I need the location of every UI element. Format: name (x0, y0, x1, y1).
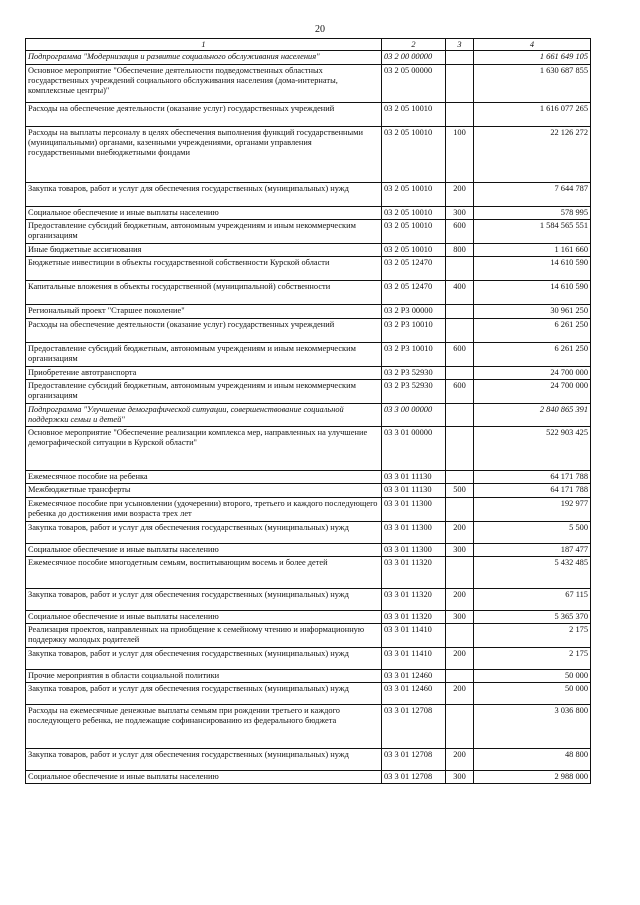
row-amount-cell: 1 616 077 265 (474, 103, 591, 127)
row-vr-cell (446, 305, 474, 318)
header-col-3: 3 (446, 39, 474, 51)
row-code-cell: 03 3 01 11300 (382, 543, 446, 556)
table-row (26, 749, 591, 771)
row-amount-cell: 6 261 250 (474, 318, 591, 342)
row-amount-cell: 1 161 660 (474, 244, 591, 257)
row-amount-cell: 2 175 (474, 624, 591, 648)
row-code-cell: 03 3 01 11300 (382, 497, 446, 521)
row-code-cell: 03 2 05 10010 (382, 183, 446, 207)
page-number: 20 (315, 24, 325, 35)
row-code-cell: 03 3 01 12460 (382, 683, 446, 705)
row-name-cell: Закупка товаров, работ и услуг для обеспечения государственных (муниципальных) нужд (26, 683, 382, 705)
row-vr-cell (446, 257, 474, 281)
row-code-cell: 03 2 05 12470 (382, 257, 446, 281)
row-code-cell: 03 3 01 11320 (382, 556, 446, 588)
row-name-cell: Приобретение автотранспорта (26, 366, 382, 379)
row-amount-cell: 5 500 (474, 521, 591, 543)
row-vr-cell: 600 (446, 342, 474, 366)
row-vr-cell (446, 471, 474, 484)
row-name-cell: Расходы на выплаты персоналу в целях обеспечения выполнения функций государственными (муниципальными) органами, казенными учреждениями, органами управления государственными внебюджетными фондами (26, 127, 382, 183)
row-code-cell: 03 2 P3 00000 (382, 305, 446, 318)
table-row (26, 610, 591, 623)
row-amount-cell: 522 903 425 (474, 427, 591, 471)
row-code-cell: 03 2 05 10010 (382, 244, 446, 257)
row-code-cell: 03 2 05 10010 (382, 220, 446, 244)
row-name-cell: Закупка товаров, работ и услуг для обеспечения государственных (муниципальных) нужд (26, 648, 382, 670)
row-code-cell: 03 3 01 00000 (382, 427, 446, 471)
row-name-cell: Социальное обеспечение и иные выплаты населению (26, 543, 382, 556)
row-name-cell: Социальное обеспечение и иные выплаты населению (26, 207, 382, 220)
row-amount-cell: 2 840 865 391 (474, 403, 591, 426)
row-vr-cell (446, 51, 474, 65)
row-code-cell: 03 3 01 12708 (382, 771, 446, 784)
row-name-cell: Социальное обеспечение и иные выплаты населению (26, 771, 382, 784)
row-amount-cell: 187 477 (474, 543, 591, 556)
row-code-cell: 03 3 01 11410 (382, 648, 446, 670)
row-vr-cell (446, 705, 474, 749)
row-vr-cell (446, 624, 474, 648)
row-code-cell: 03 3 01 11130 (382, 484, 446, 497)
row-amount-cell: 64 171 788 (474, 484, 591, 497)
table-row (26, 220, 591, 244)
row-amount-cell: 2 988 000 (474, 771, 591, 784)
row-code-cell: 03 2 05 12470 (382, 281, 446, 305)
row-code-cell: 03 2 00 00000 (382, 51, 446, 65)
row-name-cell: Иные бюджетные ассигнования (26, 244, 382, 257)
table-row (26, 471, 591, 484)
table-row (26, 379, 591, 403)
row-amount-cell: 1 630 687 855 (474, 65, 591, 103)
row-name-cell: Закупка товаров, работ и услуг для обеспечения государственных (муниципальных) нужд (26, 521, 382, 543)
row-vr-cell: 300 (446, 610, 474, 623)
row-code-cell: 03 3 01 11320 (382, 588, 446, 610)
row-amount-cell: 24 700 000 (474, 379, 591, 403)
table-row (26, 305, 591, 318)
table-row (26, 670, 591, 683)
row-amount-cell: 1 584 565 551 (474, 220, 591, 244)
row-code-cell: 03 2 05 00000 (382, 65, 446, 103)
budget-table (25, 38, 591, 784)
row-amount-cell: 7 644 787 (474, 183, 591, 207)
table-row (26, 403, 591, 426)
table-row (26, 366, 591, 379)
row-name-cell: Региональный проект "Старшее поколение" (26, 305, 382, 318)
row-vr-cell: 500 (446, 484, 474, 497)
row-amount-cell: 2 175 (474, 648, 591, 670)
row-vr-cell: 300 (446, 543, 474, 556)
row-amount-cell: 50 000 (474, 683, 591, 705)
row-name-cell: Межбюджетные трансферты (26, 484, 382, 497)
row-name-cell: Предоставление субсидий бюджетным, автономным учреждениям и иным некоммерческим организациям (26, 220, 382, 244)
row-code-cell: 03 3 01 12708 (382, 705, 446, 749)
row-code-cell: 03 3 00 00000 (382, 403, 446, 426)
row-name-cell: Закупка товаров, работ и услуг для обеспечения государственных (муниципальных) нужд (26, 749, 382, 771)
row-code-cell: 03 2 P3 52930 (382, 366, 446, 379)
row-vr-cell: 600 (446, 220, 474, 244)
row-vr-cell (446, 497, 474, 521)
row-name-cell: Прочие мероприятия в области социальной политики (26, 670, 382, 683)
row-vr-cell (446, 103, 474, 127)
table-row (26, 556, 591, 588)
table-row (26, 427, 591, 471)
row-vr-cell (446, 670, 474, 683)
row-vr-cell: 200 (446, 683, 474, 705)
row-amount-cell: 14 610 590 (474, 257, 591, 281)
table-row (26, 244, 591, 257)
row-vr-cell (446, 556, 474, 588)
row-amount-cell: 192 977 (474, 497, 591, 521)
row-amount-cell: 14 610 590 (474, 281, 591, 305)
row-code-cell: 03 3 01 11410 (382, 624, 446, 648)
row-name-cell: Ежемесячное пособие при усыновлении (удочерении) второго, третьего и каждого последующего ребенка до достижения ими возраста трех лет (26, 497, 382, 521)
row-vr-cell: 200 (446, 183, 474, 207)
row-code-cell: 03 2 05 10010 (382, 207, 446, 220)
table-row (26, 65, 591, 103)
header-col-4: 4 (474, 39, 591, 51)
row-name-cell: Закупка товаров, работ и услуг для обеспечения государственных (муниципальных) нужд (26, 588, 382, 610)
row-vr-cell: 800 (446, 244, 474, 257)
row-code-cell: 03 3 01 11300 (382, 521, 446, 543)
row-code-cell: 03 3 01 12460 (382, 670, 446, 683)
row-vr-cell (446, 366, 474, 379)
row-name-cell: Ежемесячное пособие на ребенка (26, 471, 382, 484)
row-code-cell: 03 2 P3 52930 (382, 379, 446, 403)
row-name-cell: Ежемесячное пособие многодетным семьям, воспитывающим восемь и более детей (26, 556, 382, 588)
row-vr-cell (446, 318, 474, 342)
table-row (26, 281, 591, 305)
row-vr-cell: 600 (446, 379, 474, 403)
row-code-cell: 03 2 P3 10010 (382, 318, 446, 342)
row-code-cell: 03 2 P3 10010 (382, 342, 446, 366)
row-name-cell: Социальное обеспечение и иные выплаты населению (26, 610, 382, 623)
row-vr-cell (446, 427, 474, 471)
row-amount-cell: 24 700 000 (474, 366, 591, 379)
table-row (26, 497, 591, 521)
table-row (26, 127, 591, 183)
row-amount-cell: 50 000 (474, 670, 591, 683)
row-amount-cell: 6 261 250 (474, 342, 591, 366)
table-row (26, 588, 591, 610)
row-name-cell: Основное мероприятие "Обеспечение деятельности подведомственных областных государственных учреждений социального обслуживания населения (дома-интернаты, комплексные центры)" (26, 65, 382, 103)
row-name-cell: Расходы на ежемесячные денежные выплаты семьям при рождении третьего и каждого последующего ребенка, не подлежащие софинансированию из федерального бюджета (26, 705, 382, 749)
row-name-cell: Реализация проектов, направленных на приобщение к семейному чтению и информационную поддержку молодых родителей (26, 624, 382, 648)
row-vr-cell (446, 65, 474, 103)
table-row (26, 521, 591, 543)
row-name-cell: Расходы на обеспечение деятельности (оказание услуг) государственных учреждений (26, 318, 382, 342)
row-amount-cell: 64 171 788 (474, 471, 591, 484)
table-row (26, 624, 591, 648)
table-row (26, 705, 591, 749)
row-vr-cell: 300 (446, 207, 474, 220)
row-vr-cell: 300 (446, 771, 474, 784)
row-name-cell: Предоставление субсидий бюджетным, автономным учреждениям и иным некоммерческим организациям (26, 379, 382, 403)
row-amount-cell: 22 126 272 (474, 127, 591, 183)
row-code-cell: 03 3 01 11320 (382, 610, 446, 623)
row-name-cell: Расходы на обеспечение деятельности (оказание услуг) государственных учреждений (26, 103, 382, 127)
header-col-2: 2 (382, 39, 446, 51)
row-code-cell: 03 3 01 12708 (382, 749, 446, 771)
row-code-cell: 03 2 05 10010 (382, 127, 446, 183)
row-amount-cell: 1 661 649 105 (474, 51, 591, 65)
row-amount-cell: 3 036 800 (474, 705, 591, 749)
row-name-cell: Бюджетные инвестиции в объекты государственной собственности Курской области (26, 257, 382, 281)
row-amount-cell: 578 995 (474, 207, 591, 220)
table-row (26, 683, 591, 705)
header-col-1: 1 (26, 39, 382, 51)
row-amount-cell: 30 961 250 (474, 305, 591, 318)
row-vr-cell: 400 (446, 281, 474, 305)
table-row (26, 543, 591, 556)
row-vr-cell: 200 (446, 588, 474, 610)
table-row (26, 257, 591, 281)
row-name-cell: Закупка товаров, работ и услуг для обеспечения государственных (муниципальных) нужд (26, 183, 382, 207)
row-name-cell: Капитальные вложения в объекты государственной (муниципальной) собственности (26, 281, 382, 305)
row-code-cell: 03 3 01 11130 (382, 471, 446, 484)
table-header-row (26, 39, 591, 51)
row-code-cell: 03 2 05 10010 (382, 103, 446, 127)
table-row (26, 207, 591, 220)
row-amount-cell: 5 365 370 (474, 610, 591, 623)
table-row (26, 103, 591, 127)
row-vr-cell: 200 (446, 648, 474, 670)
row-amount-cell: 5 432 485 (474, 556, 591, 588)
row-vr-cell: 200 (446, 749, 474, 771)
table-row (26, 342, 591, 366)
row-vr-cell (446, 403, 474, 426)
table-row (26, 51, 591, 65)
table-row (26, 648, 591, 670)
row-amount-cell: 67 115 (474, 588, 591, 610)
row-vr-cell: 100 (446, 127, 474, 183)
table-row (26, 484, 591, 497)
row-name-cell: Подпрограмма "Модернизация и развитие социального обслуживания населения" (26, 51, 382, 65)
table-row (26, 318, 591, 342)
table-row (26, 771, 591, 784)
table-row (26, 183, 591, 207)
row-name-cell: Основное мероприятие "Обеспечение реализации комплекса мер, направленных на улучшение демографической ситуации в Курской области" (26, 427, 382, 471)
row-amount-cell: 48 800 (474, 749, 591, 771)
row-name-cell: Предоставление субсидий бюджетным, автономным учреждениям и иным некоммерческим организациям (26, 342, 382, 366)
row-name-cell: Подпрограмма "Улучшение демографической ситуации, совершенствование социальной поддержки семьи и детей" (26, 403, 382, 426)
row-vr-cell: 200 (446, 521, 474, 543)
